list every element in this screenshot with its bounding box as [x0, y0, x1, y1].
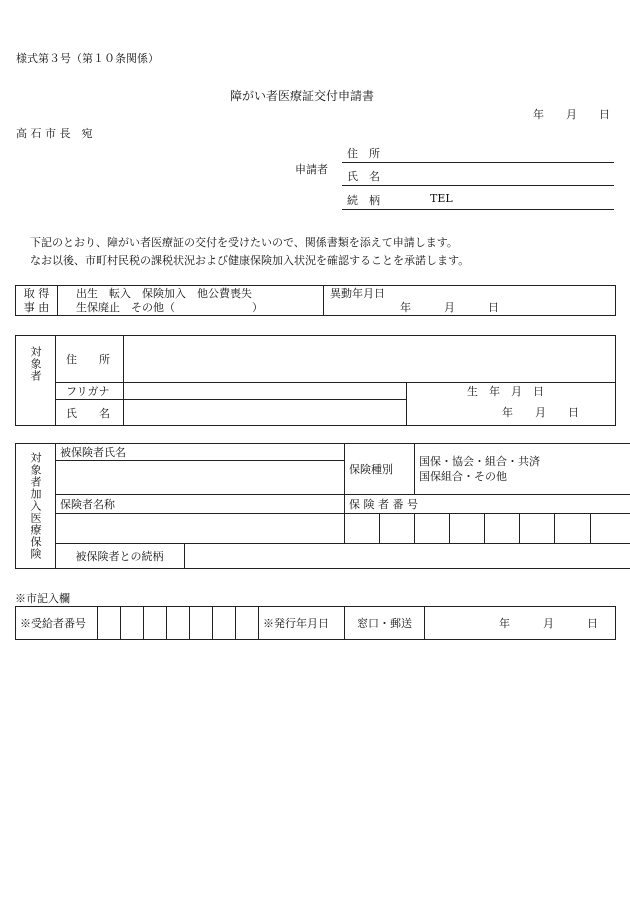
insurance-type-label: 保険種別 [345, 444, 415, 495]
subject-birth-value[interactable]: 年 月 日 [407, 400, 616, 426]
insurance-table [15, 443, 630, 569]
body-text-line-1: 下記のとおり、障がい者医療証の交付を受けたいので、関係書類を添えて申請します。 [30, 236, 458, 249]
change-date-label: 異動年月日 [330, 286, 385, 300]
insurer-number-digit[interactable] [520, 514, 555, 544]
subject-label: 対象者 [29, 346, 42, 382]
applicant-relation-line[interactable] [342, 209, 614, 210]
subject-name-label: 氏 名 [56, 400, 124, 426]
insurer-number-digit[interactable] [485, 514, 520, 544]
acquisition-label-1: 取 得 [23, 286, 50, 300]
applicant-tel-label: TEL [430, 192, 453, 205]
relation-spacer [56, 544, 76, 569]
date-line: 年 月 日 [533, 108, 610, 121]
insured-name-field[interactable] [56, 461, 345, 495]
insurer-number-digit[interactable] [380, 514, 415, 544]
insured-relation-field[interactable] [185, 544, 630, 569]
recipient-number-digit[interactable] [213, 607, 236, 640]
applicant-address-label: 住 所 [347, 147, 380, 160]
applicant-relation-label: 続 柄 [347, 194, 380, 207]
insurance-label-cell [16, 444, 56, 569]
subject-address-field[interactable] [124, 336, 616, 383]
insurer-name-field[interactable] [56, 514, 345, 544]
insurance-type-options-1: 国保・協会・組合・共済 [419, 455, 540, 468]
recipient-number-digit[interactable] [121, 607, 144, 640]
subject-address-label: 住 所 [56, 336, 124, 383]
recipient-number-digit[interactable] [98, 607, 121, 640]
recipient-number-label: ※受給者番号 [16, 607, 98, 640]
insured-relation-label: 被保険者との続柄 [76, 544, 185, 569]
recipient-number-digit[interactable] [236, 607, 259, 640]
recipient-number-digit[interactable] [144, 607, 167, 640]
body-text-line-2: なお以後、市町村民税の課税状況および健康保険加入状況を確認することを承諾します。 [30, 254, 470, 267]
subject-birth-label: 生 年 月 日 [407, 383, 616, 400]
applicant-address-line[interactable] [342, 162, 614, 163]
acquisition-reasons-1: 出生 転入 保険加入 他公費喪失 [76, 286, 252, 300]
insurance-type-options[interactable] [415, 444, 630, 495]
insurance-label: 対象者加入医療保険 [29, 452, 42, 560]
insurer-number-digit[interactable] [591, 514, 630, 544]
addressee: 高 石 市 長 宛 [16, 127, 93, 140]
issue-date-value[interactable]: 年 月 日 [425, 607, 616, 640]
insurer-number-label: 保 険 者 番 号 [345, 495, 630, 514]
applicant-name-label: 氏 名 [347, 170, 380, 183]
form-id: 様式第３号（第１０条関係） [16, 52, 159, 65]
city-section-table [15, 606, 616, 640]
subject-furigana-field[interactable] [124, 383, 407, 400]
insurer-number-digit[interactable] [415, 514, 450, 544]
change-date-cell[interactable] [324, 286, 616, 316]
issue-date-label: ※発行年月日 [259, 607, 345, 640]
applicant-label: 申請者 [295, 163, 328, 176]
recipient-number-digit[interactable] [167, 607, 190, 640]
insurer-number-digit[interactable] [450, 514, 485, 544]
acquisition-table [15, 285, 616, 316]
acquisition-reasons-2: 生保廃止 その他（ ） [76, 300, 263, 314]
subject-label-cell [16, 336, 56, 426]
subject-furigana-label: フリガナ [56, 383, 124, 400]
issue-method[interactable]: 窓口・郵送 [345, 607, 425, 640]
change-date-value: 年 月 日 [400, 300, 499, 314]
acquisition-reasons[interactable] [58, 286, 324, 316]
insurance-type-options-2: 国保組合・その他 [419, 470, 507, 483]
insurer-name-label: 保険者名称 [56, 495, 345, 514]
insurer-number-digit[interactable] [555, 514, 591, 544]
applicant-name-line[interactable] [342, 185, 614, 186]
acquisition-label-2: 事 由 [23, 300, 50, 314]
recipient-number-digit[interactable] [190, 607, 213, 640]
subject-name-field[interactable] [124, 400, 407, 426]
city-section-heading: ※市記入欄 [15, 592, 70, 605]
acquisition-label [16, 286, 58, 316]
insured-name-label: 被保険者氏名 [56, 444, 345, 461]
insurer-number-digit[interactable] [345, 514, 380, 544]
page-title: 障がい者医療証交付申請書 [230, 89, 375, 103]
subject-table [15, 335, 616, 426]
